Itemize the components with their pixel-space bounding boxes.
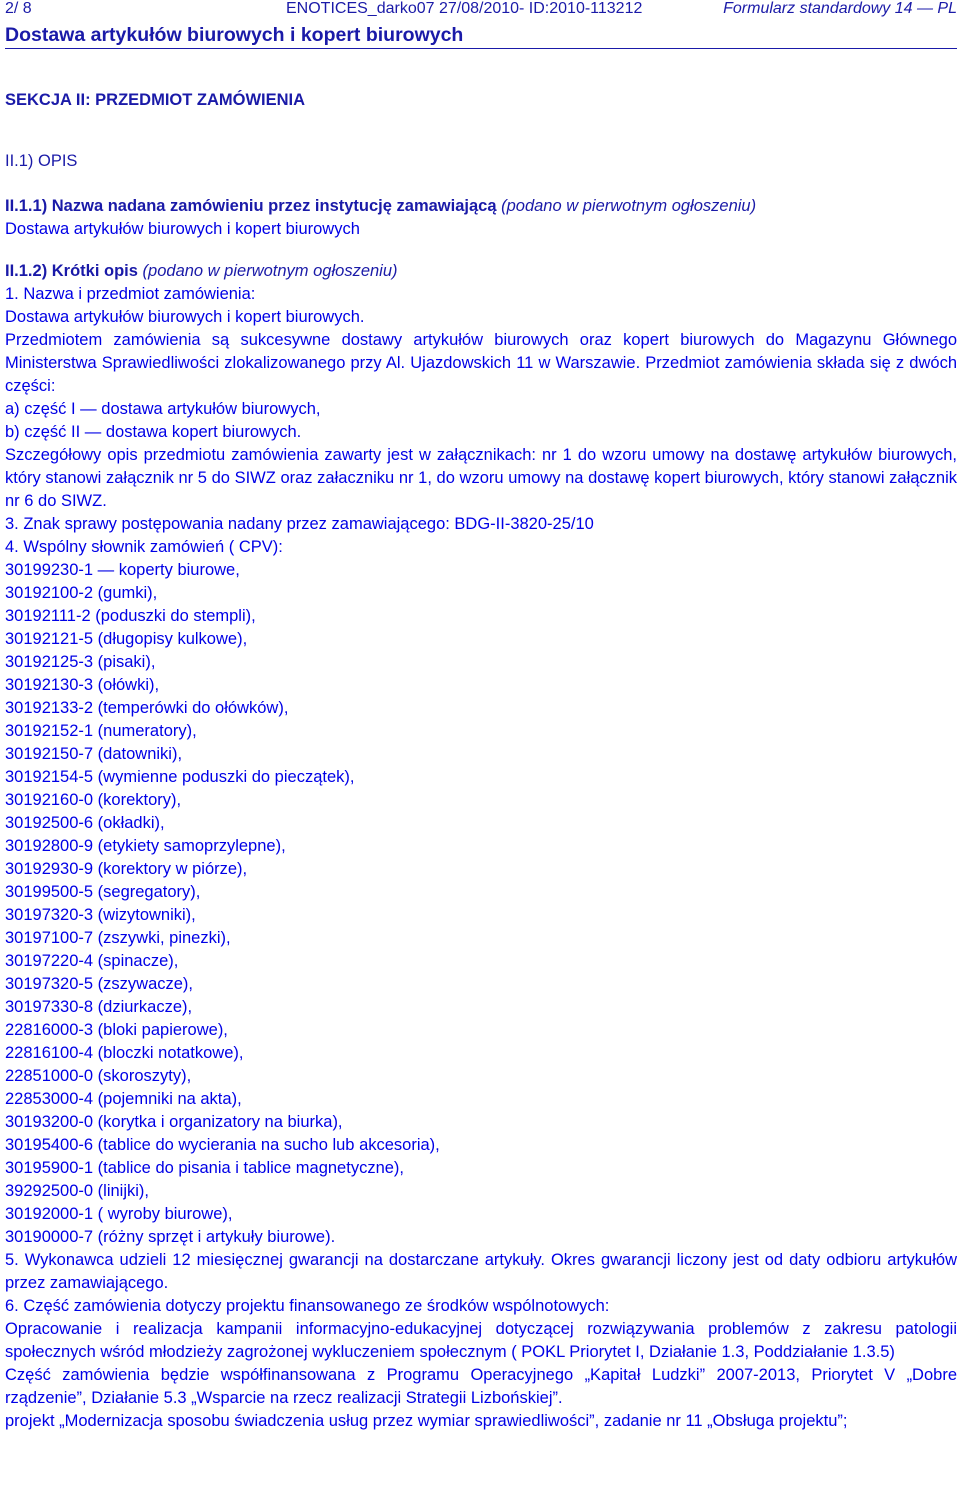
section-subtitle: II.1) OPIS <box>5 152 78 170</box>
cpv-item: 30192160-0 (korektory), <box>5 791 182 809</box>
cpv-item: 30195400-6 (tablice do wycierania na sucho lub akcesoria), <box>5 1136 440 1154</box>
eu-funding-heading: 6. Część zamówienia dotyczy projektu finansowanego ze środków wspólnotowych: <box>5 1297 610 1315</box>
ii11-heading <box>5 195 957 218</box>
item1-value: Dostawa artykułów biurowych i kopert biurowych. <box>5 308 365 326</box>
section-title: SEKCJA II: PRZEDMIOT ZAMÓWIENIA <box>5 91 306 109</box>
cpv-item: 30192152-1 (numeratory), <box>5 722 197 740</box>
cpv-item: 30192000-1 ( wyroby biurowe), <box>5 1205 233 1223</box>
cpv-item: 30199500-5 (segregatory), <box>5 883 201 901</box>
description-paragraph: Przedmiotem zamówienia są sukcesywne dostawy artykułów biurowych oraz kopert biurowych do Magazynu Głównego Ministerstwa Sprawiedliwości zlokalizowanego przy Al. Ujazdowskich 11 w Warszawie. Przedmiot zamówienia składa się z dwóch części: <box>5 331 957 395</box>
page-number: 2/ 8 <box>5 0 32 17</box>
cpv-item: 30192133-2 (temperówki do ołówków), <box>5 699 289 717</box>
cpv-list <box>5 559 957 1249</box>
notice-id: ENOTICES_darko07 27/08/2010- ID:2010-113212 <box>286 0 643 17</box>
ii12-note: (podano w pierwotnym ogłoszeniu) <box>142 262 398 280</box>
item1-heading: 1. Nazwa i przedmiot zamówienia: <box>5 285 256 303</box>
cpv-item: 30197320-5 (zszywacze), <box>5 975 194 993</box>
warranty-paragraph: 5. Wykonawca udzieli 12 miesięcznej gwarancji na dostarczane artykuły. Okres gwarancji liczony jest od daty odbioru artykułów przez zamawiającego. <box>5 1251 957 1292</box>
document-page <box>5 0 957 1430</box>
cofinancing-paragraph: Część zamówienia będzie współfinansowana z Programu Operacyjnego „Kapitał Ludzki” 2007-2013, Priorytet V „Dobre rządzenie”, Działanie 5.3 „Wsparcie na rzecz realizacji Strategii Lizbońskiej”. <box>5 1366 957 1407</box>
case-number: 3. Znak sprawy postępowania nadany przez zamawiającego: BDG-II-3820-25/10 <box>5 515 594 533</box>
cpv-item: 30197100-7 (zszywki, pinezki), <box>5 929 231 947</box>
cpv-item: 22816100-4 (bloczki notatkowe), <box>5 1044 244 1062</box>
cpv-item: 22816000-3 (bloki papierowe), <box>5 1021 228 1039</box>
spacer <box>5 241 957 260</box>
ii12-label: II.1.2) Krótki opis <box>5 262 138 280</box>
cpv-item: 30192800-9 (etykiety samoprzylepne), <box>5 837 286 855</box>
cpv-item: 30192154-5 (wymienne poduszki do pieczątek), <box>5 768 355 786</box>
cpv-item: 30197320-3 (wizytowniki), <box>5 906 196 924</box>
ii11-note: (podano w pierwotnym ogłoszeniu) <box>501 197 757 215</box>
cpv-item: 30192111-2 (poduszki do stempli), <box>5 607 256 625</box>
ii12-heading <box>5 260 957 283</box>
cpv-item: 30193200-0 (korytka i organizatory na biurka), <box>5 1113 343 1131</box>
cpv-item: 30195900-1 (tablice do pisania i tablice magnetyczne), <box>5 1159 404 1177</box>
cpv-item: 30192130-3 (ołówki), <box>5 676 160 694</box>
cpv-item: 30197330-8 (dziurkacze), <box>5 998 193 1016</box>
ii11-label: II.1.1) Nazwa nadana zamówieniu przez instytucję zamawiającą <box>5 197 497 215</box>
cpv-item: 22851000-0 (skoroszyty), <box>5 1067 192 1085</box>
cpv-item: 30190000-7 (różny sprzęt i artykuły biurowe). <box>5 1228 336 1246</box>
part-b: b) część II — dostawa kopert biurowych. <box>5 423 302 441</box>
cpv-item: 30192100-2 (gumki), <box>5 584 158 602</box>
document-title: Dostawa artykułów biurowych i kopert biurowych <box>5 24 464 46</box>
form-type: Formularz standardowy 14 — PL <box>723 0 957 17</box>
detailed-description-paragraph: Szczegółowy opis przedmiotu zamówienia zawarty jest w załącznikach: nr 1 do wzoru umowy na dostawę artykułów biurowych, który stanowi załącznik nr 5 do SIWZ oraz załaczniku nr 1, do wzoru umowy na dostawę kopert biurowych, który stanowi załącznik nr 6 do SIWZ. <box>5 446 957 510</box>
cpv-item: 30192500-6 (okładki), <box>5 814 165 832</box>
cpv-item: 30199230-1 — koperty biurowe, <box>5 561 240 579</box>
ii11-value: Dostawa artykułów biurowych i kopert biurowych <box>5 220 360 238</box>
header-divider <box>5 48 957 49</box>
page-header <box>5 0 957 24</box>
eu-project-paragraph: Opracowanie i realizacja kampanii informacyjno-edukacyjnej dotyczącej rozwiązywania problemów z zakresu patologii społecznych wśród młodzieży zagrożonej wykluczeniem społecznym ( POKL Priorytet I, Działanie 1.3, Poddziałanie 1.3.5) <box>5 1320 957 1361</box>
project-paragraph: projekt „Modernizacja sposobu świadczenia usług przez wymiar sprawiedliwości”, zadanie nr 11 „Obsługa projektu”; <box>5 1412 848 1430</box>
cpv-item: 30192930-9 (korektory w piórze), <box>5 860 248 878</box>
part-a: a) część I — dostawa artykułów biurowych, <box>5 400 321 418</box>
section-content <box>5 195 957 1433</box>
cpv-item: 30192125-3 (pisaki), <box>5 653 156 671</box>
cpv-item: 30197220-4 (spinacze), <box>5 952 179 970</box>
cpv-heading: 4. Wspólny słownik zamówień ( CPV): <box>5 538 283 556</box>
cpv-item: 30192150-7 (datowniki), <box>5 745 183 763</box>
cpv-item: 22853000-4 (pojemniki na akta), <box>5 1090 242 1108</box>
cpv-item: 39292500-0 (linijki), <box>5 1182 149 1200</box>
cpv-item: 30192121-5 (długopisy kulkowe), <box>5 630 248 648</box>
